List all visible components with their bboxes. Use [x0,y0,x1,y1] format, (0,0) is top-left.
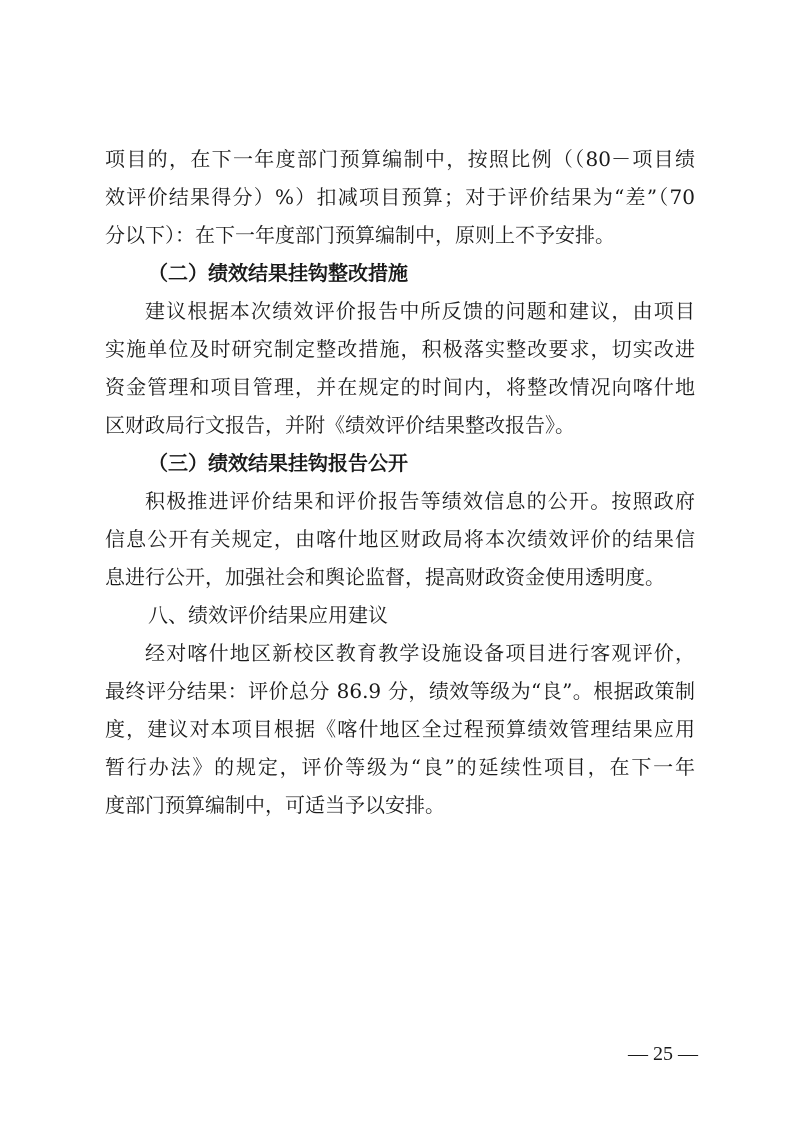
paragraph-line: 信息公开有关规定，由喀什地区财政局将本次绩效评价的结果信 [105,527,695,551]
paragraph-line: 建议根据本次绩效评价报告中所反馈的问题和建议，由项目 [145,299,695,323]
section-heading-2: （二）绩效结果挂钩整改措施 [148,261,408,285]
paragraph-line: 分以下）：在下一年度部门预算编制中，原则上不予安排。 [105,223,615,247]
paragraph-line: 息进行公开，加强社会和舆论监督，提高财政资金使用透明度。 [105,565,665,589]
section-heading-8: 八、绩效评价结果应用建议 [148,603,388,627]
paragraph-line: 积极推进评价结果和评价报告等绩效信息的公开。按照政府 [145,489,695,513]
paragraph-line: 实施单位及时研究制定整改措施，积极落实整改要求，切实改进 [105,337,695,361]
paragraph-line: 度，建议对本项目根据《喀什地区全过程预算绩效管理结果应用 [105,717,695,741]
paragraph-line: 项目的，在下一年度部门预算编制中，按照比例（（80－项目绩 [105,147,695,171]
paragraph-line: 暂行办法》的规定，评价等级为“良”的延续性项目，在下一年 [105,755,695,779]
paragraph-line: 度部门预算编制中，可适当予以安排。 [105,793,445,817]
paragraph-line: 效评价结果得分）%）扣减项目预算；对于评价结果为“差”（70 [105,185,695,209]
paragraph-line: 区财政局行文报告，并附《绩效评价结果整改报告》。 [105,413,575,437]
section-heading-3: （三）绩效结果挂钩报告公开 [148,451,408,475]
paragraph-line: 最终评分结果：评价总分 86.9 分，绩效等级为“良”。根据政策制 [105,679,695,703]
page-number: — 25 — [628,1043,698,1065]
paragraph-line: 经对喀什地区新校区教育教学设施设备项目进行客观评价， [145,641,695,665]
paragraph-line: 资金管理和项目管理，并在规定的时间内，将整改情况向喀什地 [105,375,695,399]
